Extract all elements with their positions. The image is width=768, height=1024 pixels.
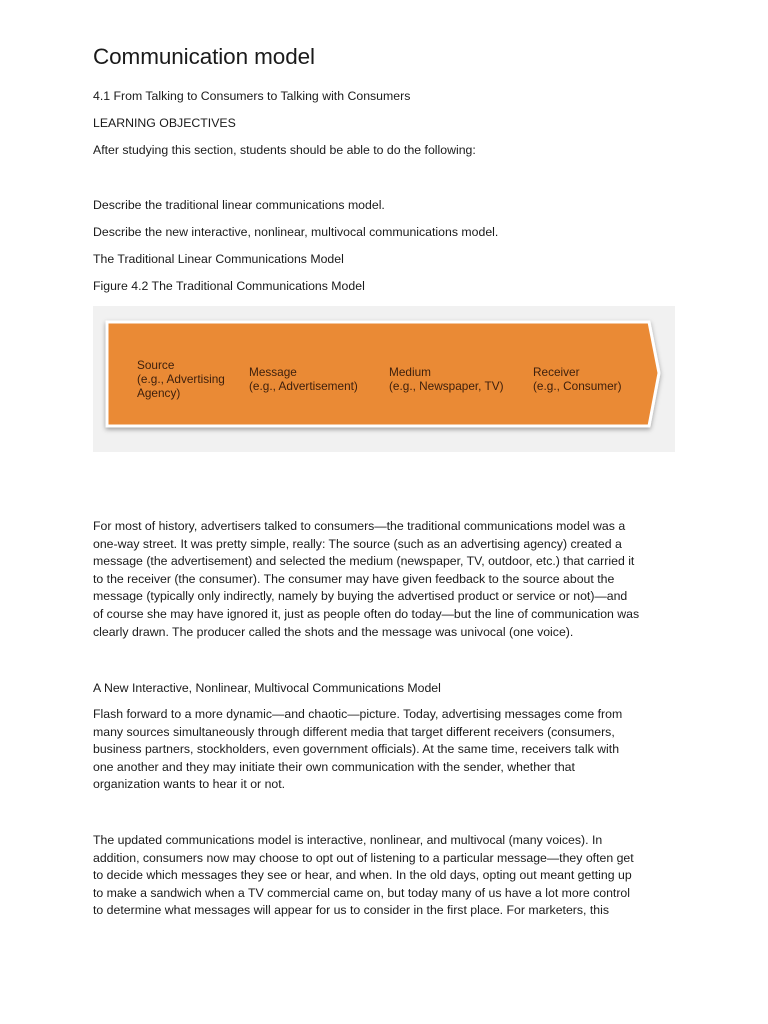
learning-objectives-heading: LEARNING OBJECTIVES [93, 116, 236, 130]
paragraph-new-model: Flash forward to a more dynamic—and chaotic—picture. Today, advertising messages come from many sources simultaneously through different media that target different receivers (consumers, business partners, stockholders, even government officials). At the same time, receivers talk with one another and they may initiate their own communication with the sender, whether that organization wants to hear it or not. [93, 707, 623, 792]
paragraph-traditional-model: For most of history, advertisers talked to consumers—the traditional communications model was a one-way street. It was pretty simple, really: The source (such as an advertising agency) created a message (the advertisement) and selected the medium (newspaper, TV, outdoor, etc.) that carried it to the receiver (the consumer). The consumer may have given feedback to the source about the message (typically only indirectly, namely by buying the advertised product or service or not)—and of course she may have ignored it, just as people often do today—but the line of communication was clearly drawn. The producer called the shots and the message was univocal (one voice). [93, 519, 640, 639]
figure-caption: Figure 4.2 The Traditional Communications Model [93, 279, 365, 293]
medium-label: Medium (e.g., Newspaper, TV) [389, 365, 504, 393]
source-label: Source (e.g., Advertising Agency) [137, 358, 225, 400]
receiver-label: Receiver (e.g., Consumer) [533, 365, 622, 393]
objective-item: Describe the new interactive, nonlinear, multivocal communications model. [93, 225, 499, 239]
intro-text: After studying this section, students should be able to do the following: [93, 143, 476, 157]
message-label: Message (e.g., Advertisement) [249, 365, 358, 393]
paragraph-updated-model: The updated communications model is interactive, nonlinear, and multivocal (many voices). In addition, consumers now may choose to opt out of listening to a particular message—they often get to decide which messages they see or hear, and when. In the old days, opting out meant getting up to make a sandwich when a TV commercial came on, but today many of us have a lot more control to determine what messages will appear for us to consider in the first place. For marketers, this [93, 833, 634, 918]
communications-model-diagram [93, 306, 675, 452]
subheading-new-model: A New Interactive, Nonlinear, Multivocal Communications Model [93, 681, 441, 695]
section-heading: 4.1 From Talking to Consumers to Talking with Consumers [93, 89, 411, 103]
page-title: Communication model [93, 44, 315, 69]
objective-item: Describe the traditional linear communications model. [93, 198, 385, 212]
subheading-traditional-model: The Traditional Linear Communications Model [93, 252, 344, 266]
